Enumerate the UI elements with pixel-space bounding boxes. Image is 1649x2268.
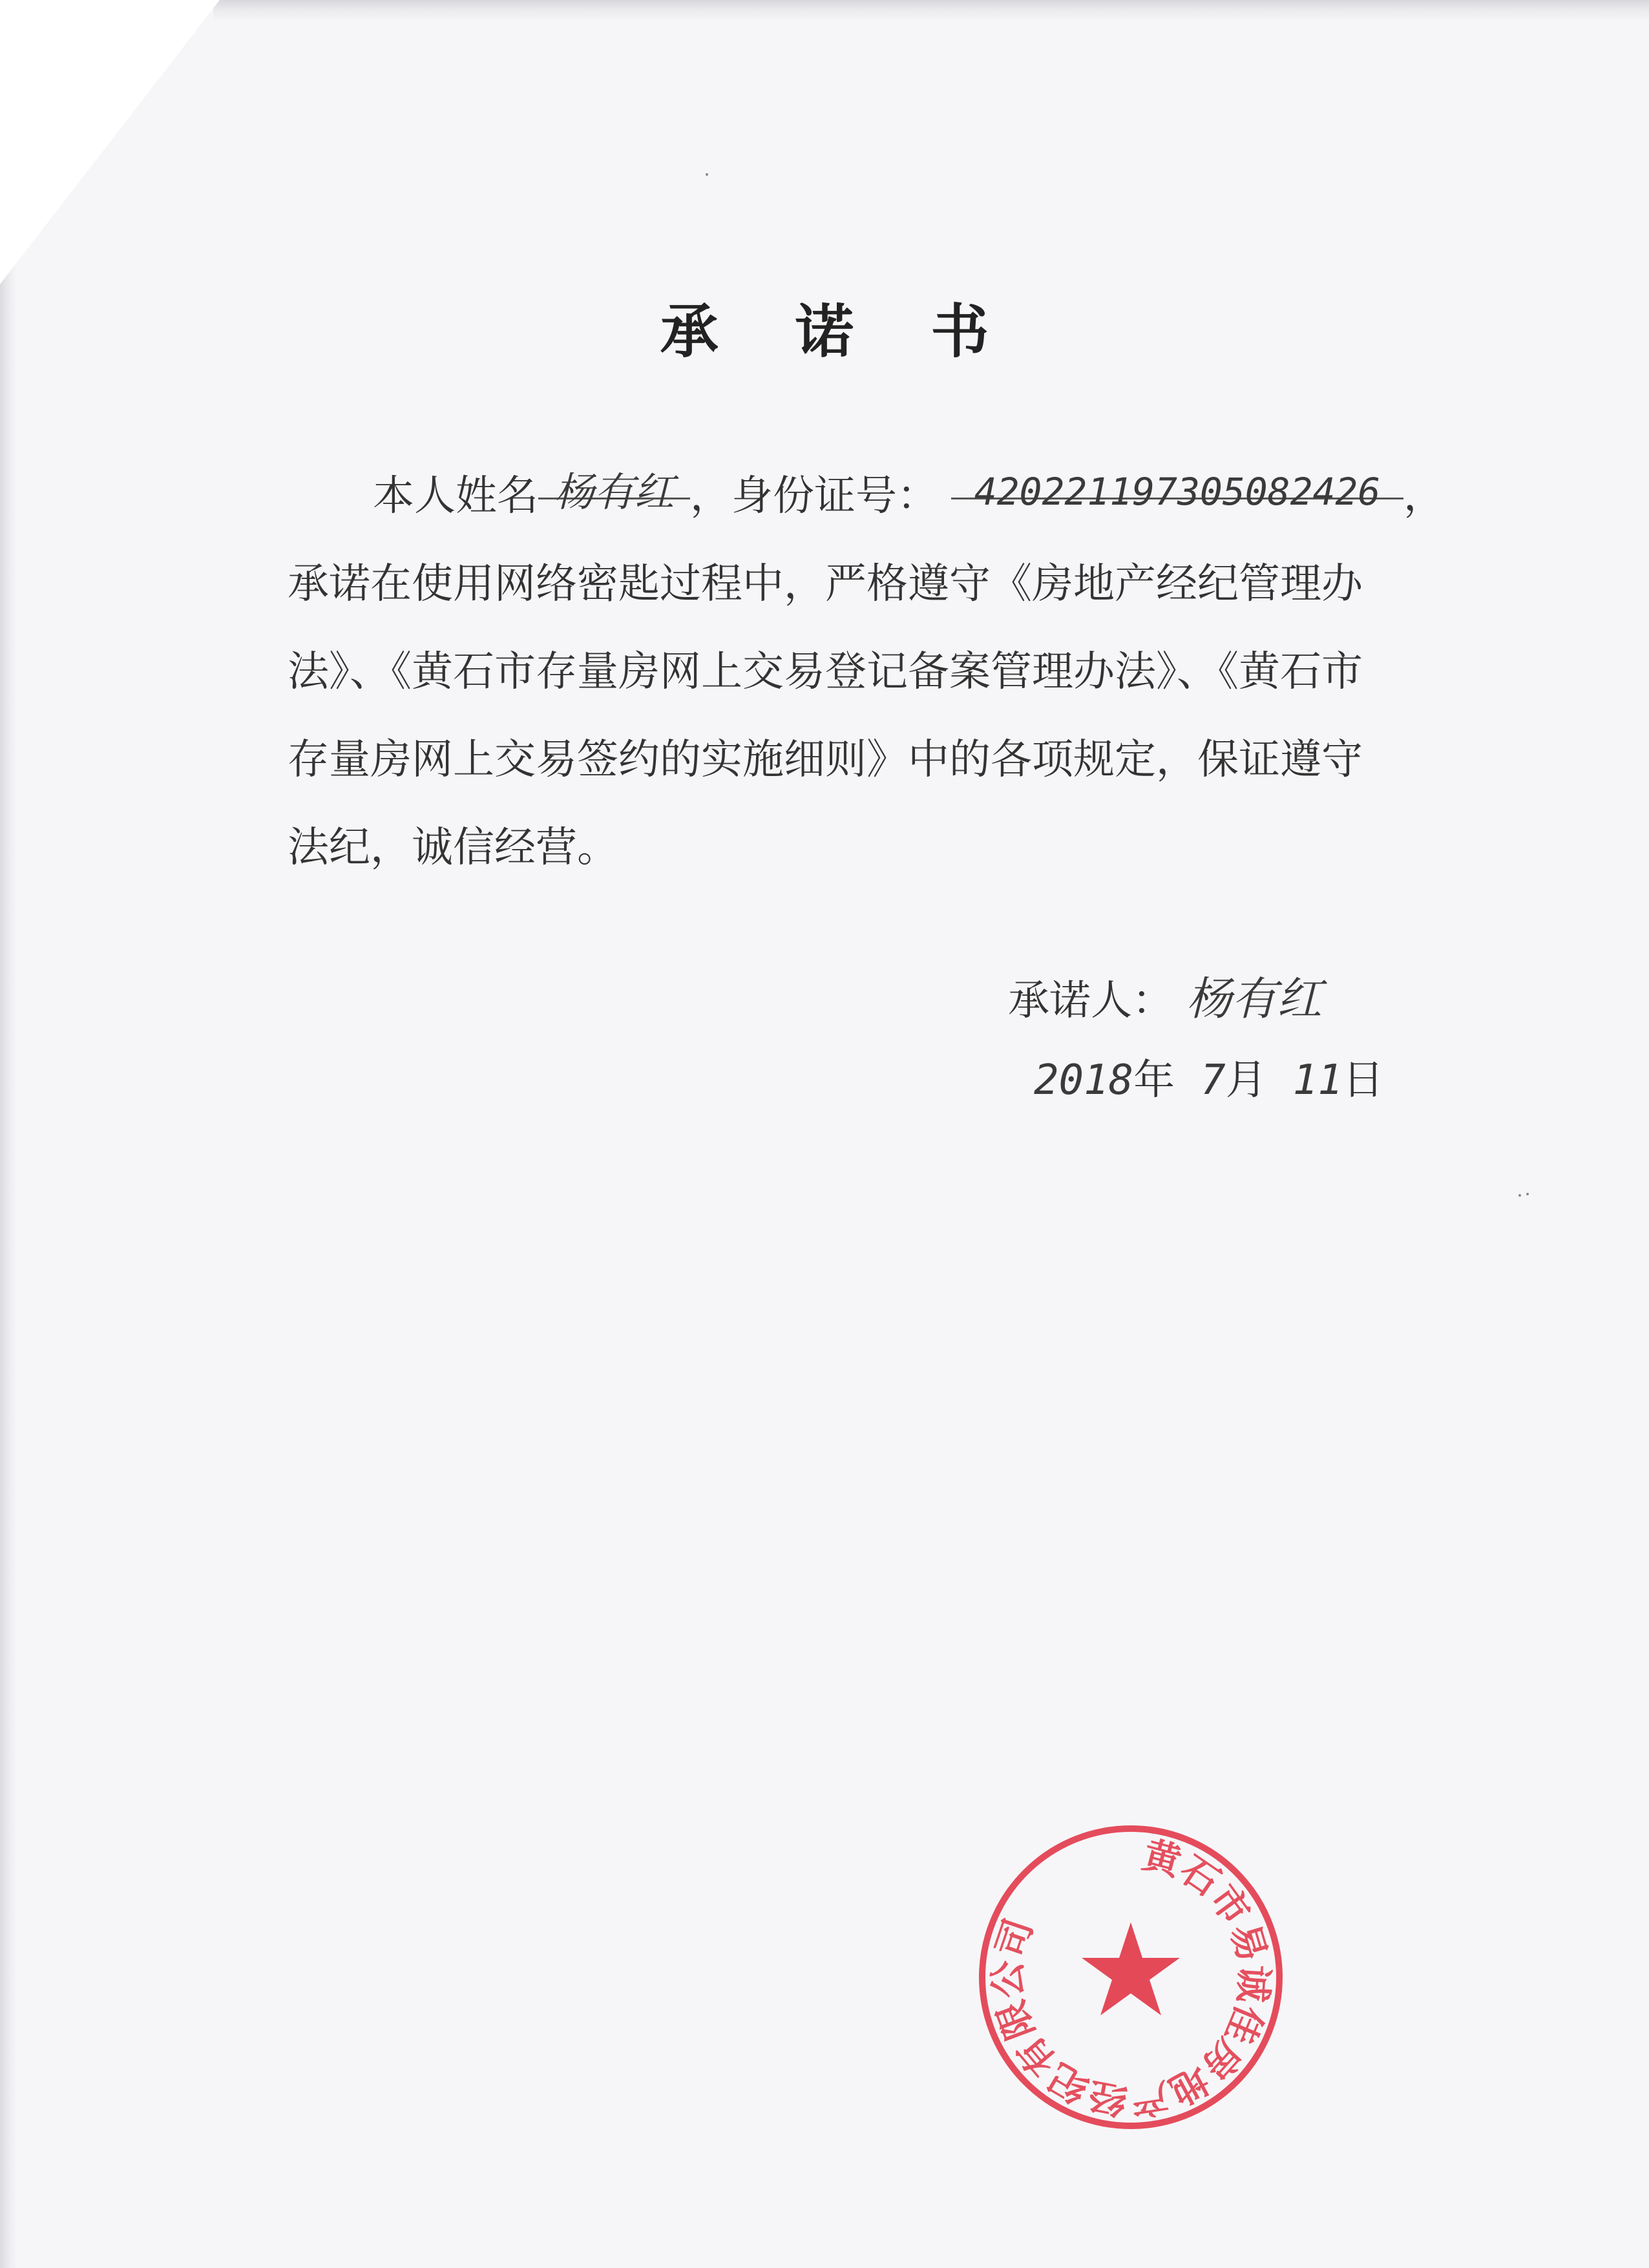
paragraph-line-5: 法纪，诚信经营。: [288, 824, 618, 872]
date-day-unit: 日: [1342, 1056, 1384, 1104]
signature-label: 承诺人：: [1008, 977, 1173, 1025]
scan-folded-corner: [0, 0, 220, 284]
paragraph-line-2: 承诺在使用网络密匙过程中，严格遵守《房地产经纪管理办: [288, 560, 1363, 608]
date-month-unit: 月: [1225, 1056, 1267, 1104]
commitment-paragraph: [288, 452, 1445, 892]
scan-speck: [706, 173, 708, 176]
signature-line: [1008, 963, 1322, 1028]
scan-speck: [1518, 1194, 1521, 1197]
paragraph-line-3: 法》、《黄石市存量房网上交易登记备案管理办法》、《黄石市: [288, 648, 1363, 696]
date-month: 7: [1201, 1056, 1226, 1104]
line1-suffix: ，: [1403, 472, 1445, 520]
id-label: ，身份证号：: [690, 472, 938, 520]
date-year-unit: 年: [1133, 1056, 1175, 1104]
date-line: [1034, 1047, 1384, 1106]
handwritten-signature: 杨有红: [1186, 972, 1322, 1025]
handwritten-id-number: 420221197305082426: [974, 470, 1381, 514]
date-day: 11: [1292, 1056, 1343, 1104]
paragraph-line-4: 存量房网上交易签约的实施细则》中的各项规定，保证遵守: [288, 736, 1363, 784]
name-field: [538, 452, 690, 516]
scan-speck: [1526, 1193, 1529, 1195]
company-seal: [969, 1816, 1292, 2139]
document-title: 承 诺 书: [660, 298, 1018, 366]
seal-graphic: [969, 1816, 1292, 2139]
name-label: 本人姓名: [373, 472, 538, 520]
scan-top-edge: [213, 0, 1649, 22]
paragraph-line-1: [288, 452, 1445, 540]
date-year: 2018: [1034, 1056, 1134, 1104]
seal-text-path: 黄石市易诚佳房地产经纪有限公司: [985, 1832, 1277, 2123]
handwritten-name: 杨有红: [554, 468, 675, 516]
id-number-field: [951, 452, 1403, 514]
star-icon: [1082, 1922, 1180, 2015]
